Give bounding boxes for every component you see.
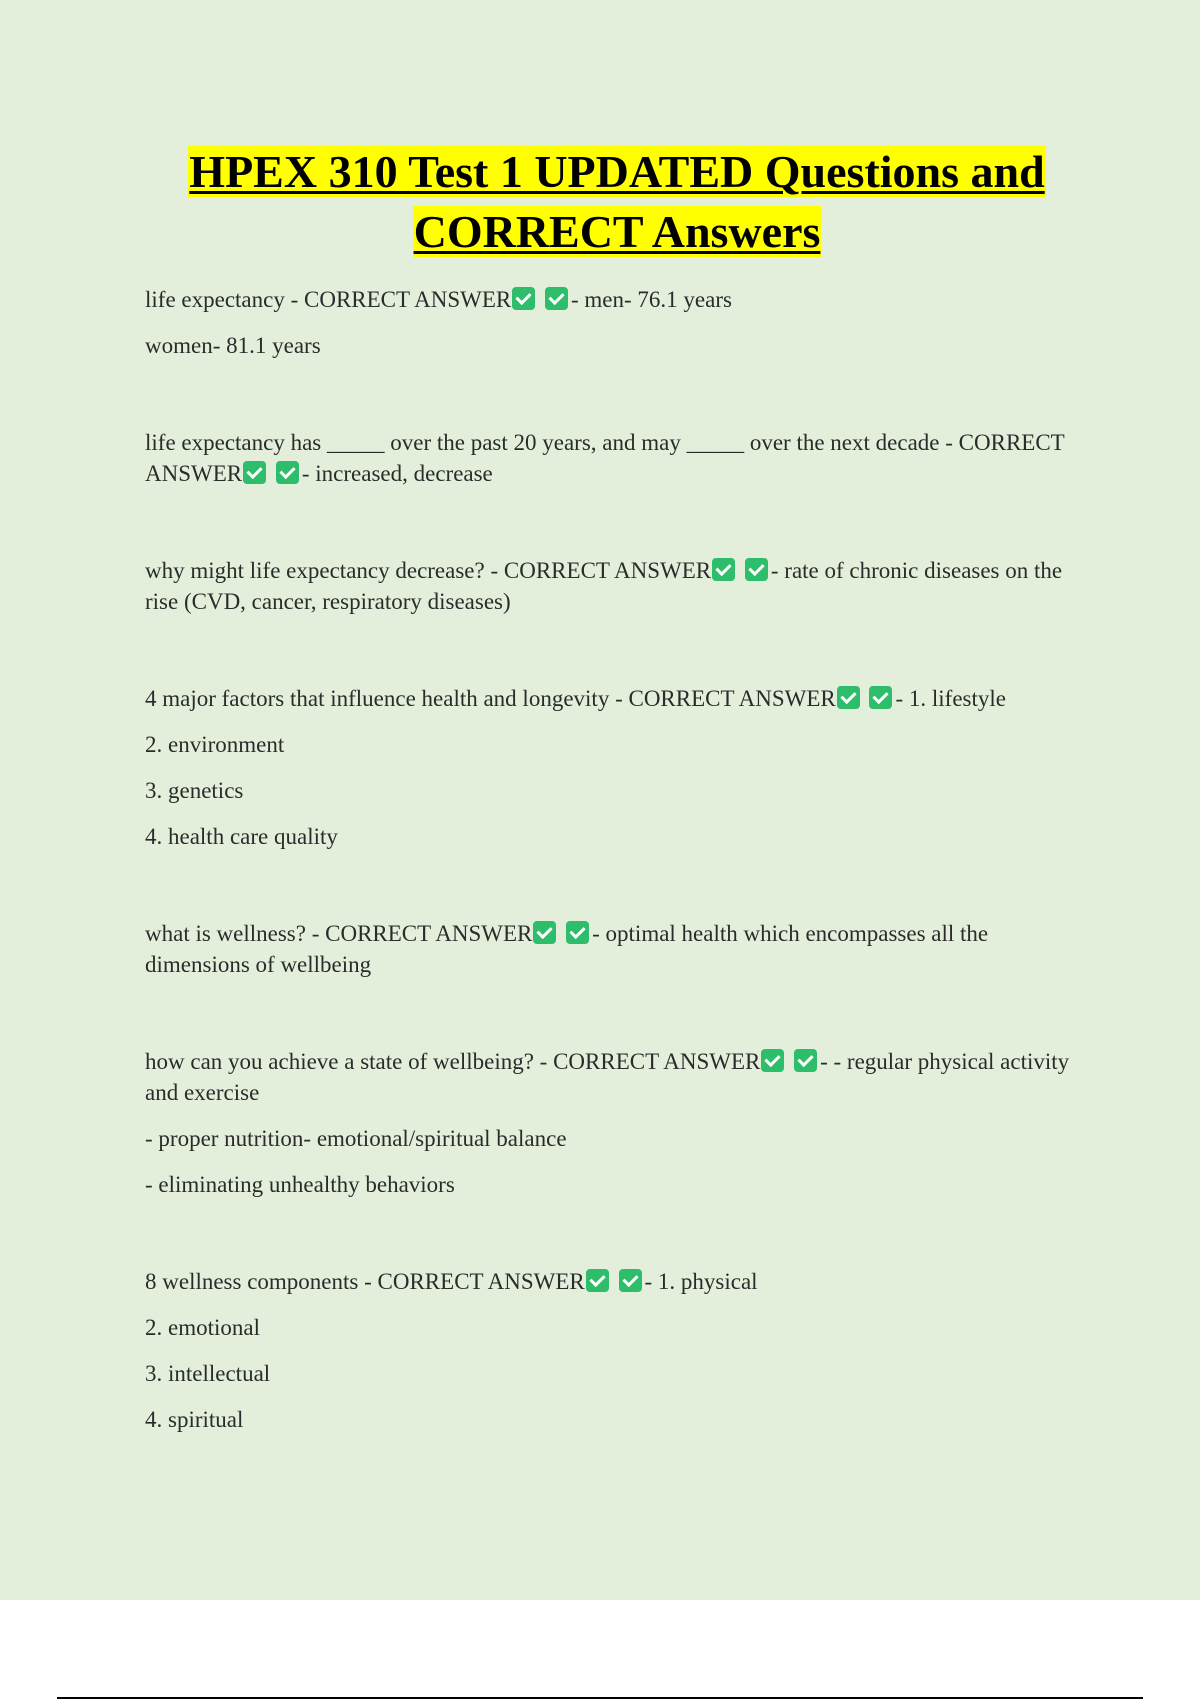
title-line-1: HPEX 310 Test 1 UPDATED Questions and <box>189 146 1045 197</box>
qa-item <box>145 427 1085 489</box>
answer-line: 3. genetics <box>145 778 244 803</box>
answer-text: - 1. lifestyle <box>895 686 1006 711</box>
green-checkmark-icon <box>533 921 556 944</box>
qa-line <box>145 555 1085 617</box>
green-checkmark-icon <box>545 287 568 310</box>
question-text: 4 major factors that influence health and longevity - CORRECT ANSWER <box>145 686 836 711</box>
answer-text: - rate of chronic diseases on the rise (CVD, cancer, respiratory diseases) <box>145 558 1063 614</box>
qa-line <box>145 284 1085 315</box>
qa-item <box>145 555 1085 617</box>
answer-line: - eliminating unhealthy behaviors <box>145 1172 455 1197</box>
green-checkmark-icon <box>712 558 735 581</box>
answer-line: 2. emotional <box>145 1315 260 1340</box>
answer-line: 3. intellectual <box>145 1361 271 1386</box>
answer-line: - proper nutrition- emotional/spiritual balance <box>145 1126 567 1151</box>
qa-line <box>145 1046 1085 1108</box>
answer-text: - increased, decrease <box>301 461 493 486</box>
green-checkmark-icon <box>276 461 299 484</box>
green-checkmark-icon <box>512 287 535 310</box>
answer-line: women- 81.1 years <box>145 333 321 358</box>
green-checkmark-icon <box>243 461 266 484</box>
qa-item <box>145 1046 1085 1200</box>
question-text: how can you achieve a state of wellbeing? - CORRECT ANSWER <box>145 1049 761 1074</box>
answer-line: 4. spiritual <box>145 1407 244 1432</box>
answer-line: 2. environment <box>145 732 285 757</box>
green-checkmark-icon <box>869 686 892 709</box>
qa-list <box>145 284 1085 1450</box>
qa-line <box>145 683 1085 714</box>
footer-divider <box>57 1697 1143 1699</box>
question-text: what is wellness? - CORRECT ANSWER <box>145 921 533 946</box>
answer-text: - optimal health which encompasses all the dimensions of wellbeing <box>145 921 989 977</box>
question-text: life expectancy - CORRECT ANSWER <box>145 287 512 312</box>
qa-line <box>145 1266 1085 1297</box>
green-checkmark-icon <box>566 921 589 944</box>
green-checkmark-icon <box>745 558 768 581</box>
qa-line <box>145 918 1085 980</box>
green-checkmark-icon <box>586 1269 609 1292</box>
question-text: why might life expectancy decrease? - CORRECT ANSWER <box>145 558 712 583</box>
document-title <box>0 142 1200 262</box>
answer-text: - - regular physical activity and exercise <box>145 1049 1070 1105</box>
question-text: life expectancy has _____ over the past 20 years, and may _____ over the next decade - CORRECT ANSWER <box>145 430 1065 486</box>
green-checkmark-icon <box>794 1049 817 1072</box>
green-checkmark-icon <box>619 1269 642 1292</box>
question-text: 8 wellness components - CORRECT ANSWER <box>145 1269 585 1294</box>
green-checkmark-icon <box>837 686 860 709</box>
qa-item <box>145 1266 1085 1435</box>
title-line-2: CORRECT Answers <box>413 206 821 257</box>
qa-item <box>145 683 1085 852</box>
qa-line <box>145 427 1085 489</box>
answer-text: - men- 76.1 years <box>571 287 732 312</box>
qa-item <box>145 918 1085 980</box>
qa-item <box>145 284 1085 361</box>
green-checkmark-icon <box>761 1049 784 1072</box>
answer-text: - 1. physical <box>644 1269 758 1294</box>
answer-line: 4. health care quality <box>145 824 338 849</box>
